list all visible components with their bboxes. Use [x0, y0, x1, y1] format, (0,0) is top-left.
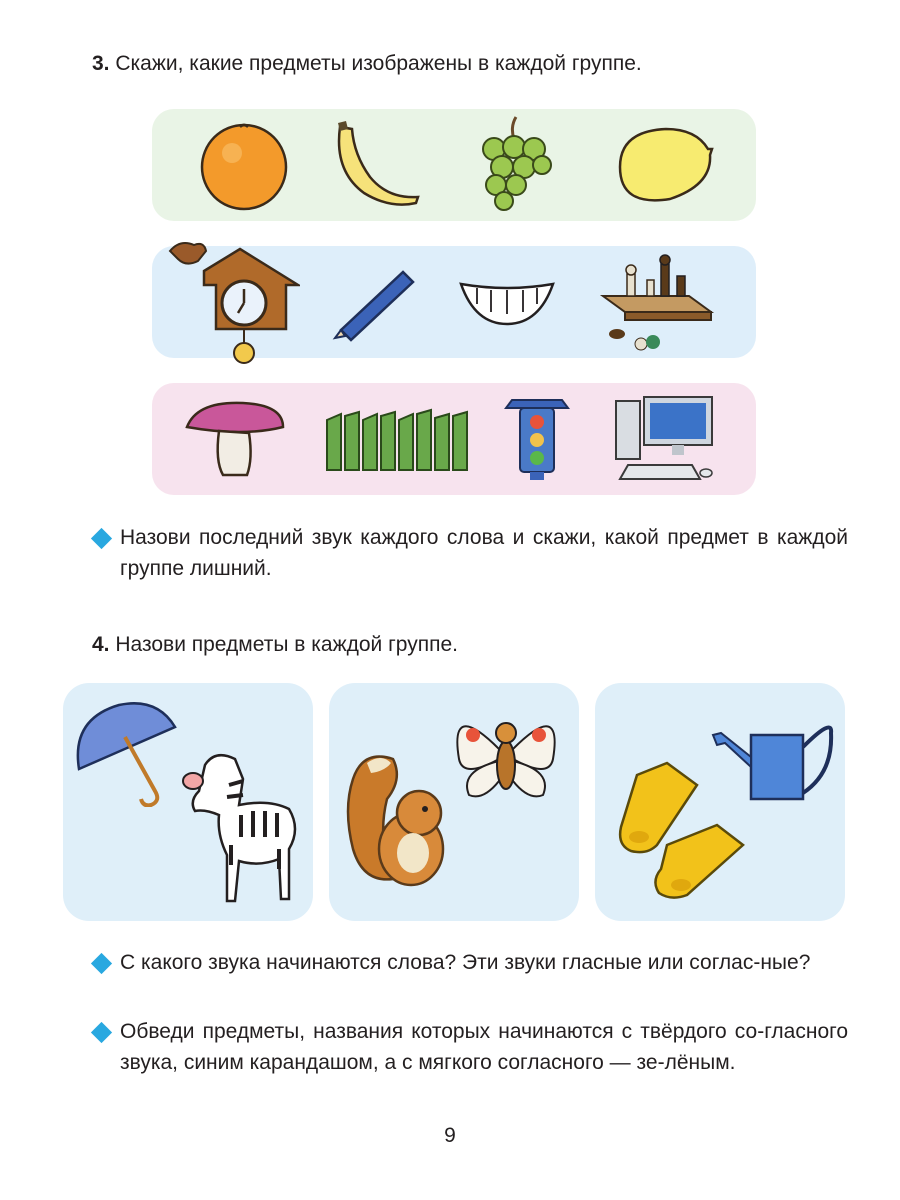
- chess-icon: [592, 246, 722, 358]
- instruction-bullet-icon: [91, 953, 112, 974]
- task-3-group-household: [152, 246, 756, 358]
- task-3-instruction: Назови последний звук каждого слова и скажи, какой предмет в каждой группе лишний.: [120, 526, 848, 580]
- task-4-group-umbrella-zebra: [63, 683, 313, 921]
- task-3-heading: [92, 50, 642, 78]
- watering-can-icon: [707, 707, 837, 807]
- task-4-instruction-2: Обведи предметы, названия которых начинаются с твёрдого со-гласного звука, синим карандашом, а с мягкого согласного — зе-лёным.: [120, 1020, 848, 1074]
- task-3-text: Скажи, какие предметы изображены в каждой группе.: [115, 52, 642, 75]
- task-4-group-squirrel-butterfly: [329, 683, 579, 921]
- pencil-icon: [322, 246, 426, 358]
- orange-icon: [192, 109, 296, 221]
- task-3-number: 3.: [92, 52, 110, 75]
- task-4-text: Назови предметы в каждой группе.: [115, 633, 458, 656]
- cuckoo-clock-icon: [162, 234, 302, 370]
- instruction-bullet-icon: [91, 1022, 112, 1043]
- zebra-icon: [175, 745, 305, 905]
- task-4-heading: [92, 631, 458, 659]
- task-4-number: 4.: [92, 633, 110, 656]
- instruction-bullet-icon: [91, 528, 112, 549]
- grapes-icon: [462, 109, 566, 221]
- butterfly-icon: [447, 705, 565, 815]
- traffic-light-icon: [492, 383, 582, 495]
- task-3-group-fruits: [152, 109, 756, 221]
- smile-icon: [452, 246, 562, 358]
- umbrella-icon: [73, 697, 177, 807]
- task-4-group-flippers-can: [595, 683, 845, 921]
- mushroom-icon: [180, 383, 290, 495]
- task-3-group-misc: [152, 383, 756, 495]
- fence-icon: [320, 383, 480, 495]
- banana-icon: [322, 109, 426, 221]
- computer-icon: [607, 383, 722, 495]
- squirrel-icon: [343, 749, 453, 899]
- task-4-instruction-1: С какого звука начинаются слова? Эти звуки гласные или соглас-ные?: [120, 951, 811, 974]
- page-number: 9: [444, 1124, 456, 1147]
- lemon-icon: [602, 109, 722, 221]
